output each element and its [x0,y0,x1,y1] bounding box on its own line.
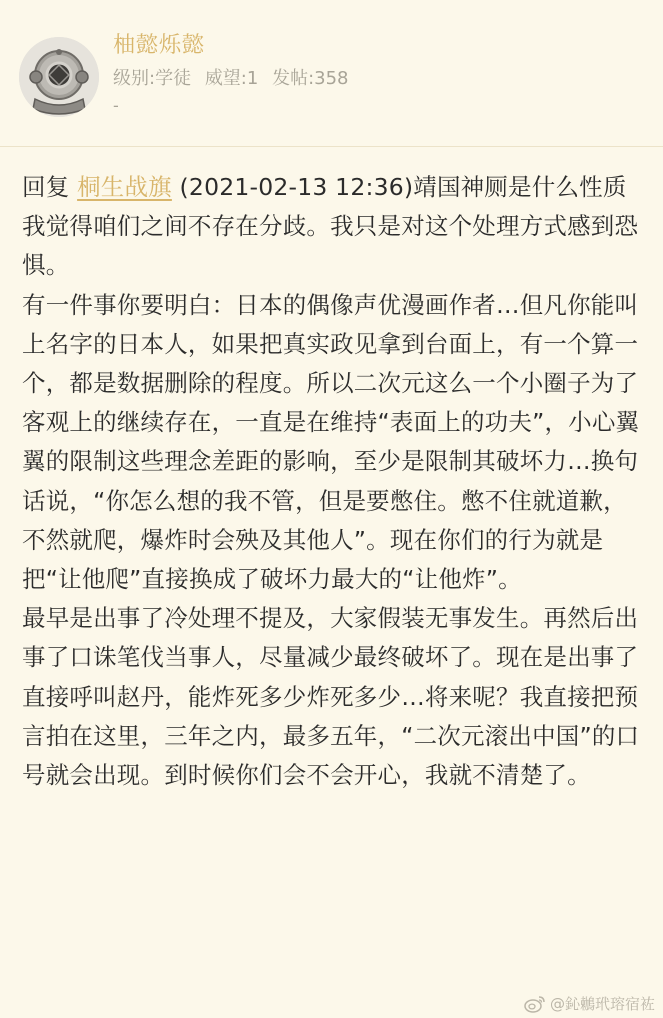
post-header [0,0,663,147]
signature-placeholder: - [113,96,119,115]
user-meta [113,64,357,90]
body-paragraph-1: 有一件事你要明白：日本的偶像声优漫画作者…但凡你能叫上名字的日本人，如果把真实政见拿到台面上，有一个算一个，都是数据删除的程度。所以二次元这么一个小圈子为了客观上的继续存在，一直是在维持“表面上的功夫”，小心翼翼的限制这些理念差距的影响，至少是限制其破坏力…换句话说，“你怎么想的我不管，但是要憋住。憋不住就道歉，不然就爬，爆炸时会殃及其他人”。现在你们的行为就是把“让他爬”直接换成了破坏力最大的“让他炸”。 [22,290,640,594]
user-prestige: 威望:1 [204,68,259,89]
user-level: 级别:学徒 [113,68,192,89]
post-body [22,168,648,795]
watermark [524,993,655,1014]
avatar[interactable] [19,37,99,117]
watermark-text: @鈊鶒玳瑢宿袏 [549,995,655,1013]
reply-user-link[interactable]: 桐生战旗 [77,173,172,201]
reply-paragraph [22,168,648,286]
weibo-logo-icon [524,995,546,1013]
reply-text: (2021-02-13 12:36)靖国神厕是什么性质我觉得咱们之间不存在分歧。我只是对这个处理方式感到恐惧。 [22,173,639,280]
reply-prefix: 回复 [22,173,78,201]
diving-helmet-icon [19,37,99,117]
user-post-count: 发帖:358 [272,68,349,89]
username[interactable]: 柚懿烁懿 [113,33,206,58]
body-paragraph-2: 最早是出事了冷处理不提及，大家假装无事发生。再然后出事了口诛笔伐当事人，尽量减少最终破坏了。现在是出事了直接呼叫赵丹，能炸死多少炸死多少…将来呢？我直接把预言拍在这里，三年之内，最多五年，“二次元滚出中国”的口号就会出现。到时候你们会不会开心，我就不清楚了。 [22,604,640,790]
